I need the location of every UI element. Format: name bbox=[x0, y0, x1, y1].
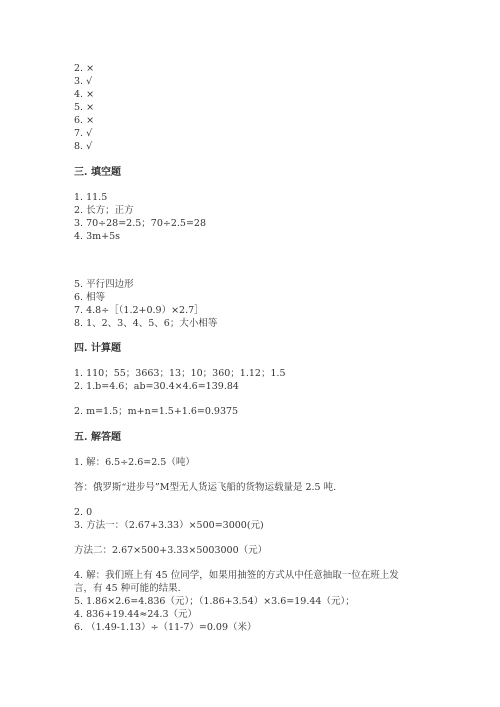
judgment-item: 6. × bbox=[74, 115, 95, 126]
answer-line: 4. 836+19.44≈24.3（元） bbox=[74, 609, 197, 620]
judgment-item: 5. × bbox=[74, 102, 95, 113]
answer-line: 1. 110；55；3663；13；10；360；1.12；1.5 bbox=[74, 368, 286, 379]
answer-line: 6. 相等 bbox=[74, 292, 106, 303]
answer-line: 1. 11.5 bbox=[74, 192, 108, 203]
answer-line: 言，有 45 种可能的结果. bbox=[74, 583, 181, 594]
answer-line: 3. 70÷28=2.5；70÷2.5=28 bbox=[74, 218, 206, 229]
section-heading-solutions: 五. 解答题 bbox=[74, 432, 121, 443]
judgment-item: 2. × bbox=[74, 63, 95, 74]
answer-line: 1. 解：6.5÷2.6=2.5（吨） bbox=[74, 457, 195, 468]
answer-line: 2. m=1.5；m+n=1.5+1.6=0.9375 bbox=[74, 406, 239, 417]
answer-line: 5. 平行四边形 bbox=[74, 279, 134, 290]
answer-line: 7. 4.8÷［（1.2+0.9）×2.7］ bbox=[74, 305, 204, 316]
answer-line: 答：俄罗斯“进步号”M型无人货运飞船的货物运载量是 2.5 吨. bbox=[74, 482, 337, 493]
section-heading-calculation: 四. 计算题 bbox=[74, 343, 121, 354]
judgment-item: 8. √ bbox=[74, 141, 93, 152]
answer-line: 2. 0 bbox=[74, 507, 93, 518]
judgment-item: 7. √ bbox=[74, 128, 93, 139]
section-heading-fill-blank: 三. 填空题 bbox=[74, 167, 121, 178]
answer-line: 方法二：2.67×500+3.33×5003000（元） bbox=[74, 545, 268, 556]
answer-line: 8. 1、2、3、4、5、6；大小相等 bbox=[74, 318, 218, 329]
answer-line: 4. 3m+5s bbox=[74, 231, 121, 242]
answer-line: 5. 1.86×2.6=4.836（元）；（1.86+3.54）×3.6=19.44（元）； bbox=[74, 596, 355, 607]
judgment-item: 4. × bbox=[74, 89, 95, 100]
answer-line: 2. 长方；正方 bbox=[74, 205, 134, 216]
answer-line: 3. 方法一：（2.67+3.33）×500=3000(元) bbox=[74, 520, 264, 531]
answer-line: 4. 解：我们班上有 45 位同学，如果用抽签的方式从中任意抽取一位在班上发 bbox=[74, 570, 399, 581]
answer-line: 6. （1.49-1.13）÷（11-7）=0.09（米） bbox=[74, 622, 257, 633]
answer-line: 2. 1.b=4.6；ab=30.4×4.6=139.84 bbox=[74, 381, 239, 392]
judgment-item: 3. √ bbox=[74, 76, 93, 87]
